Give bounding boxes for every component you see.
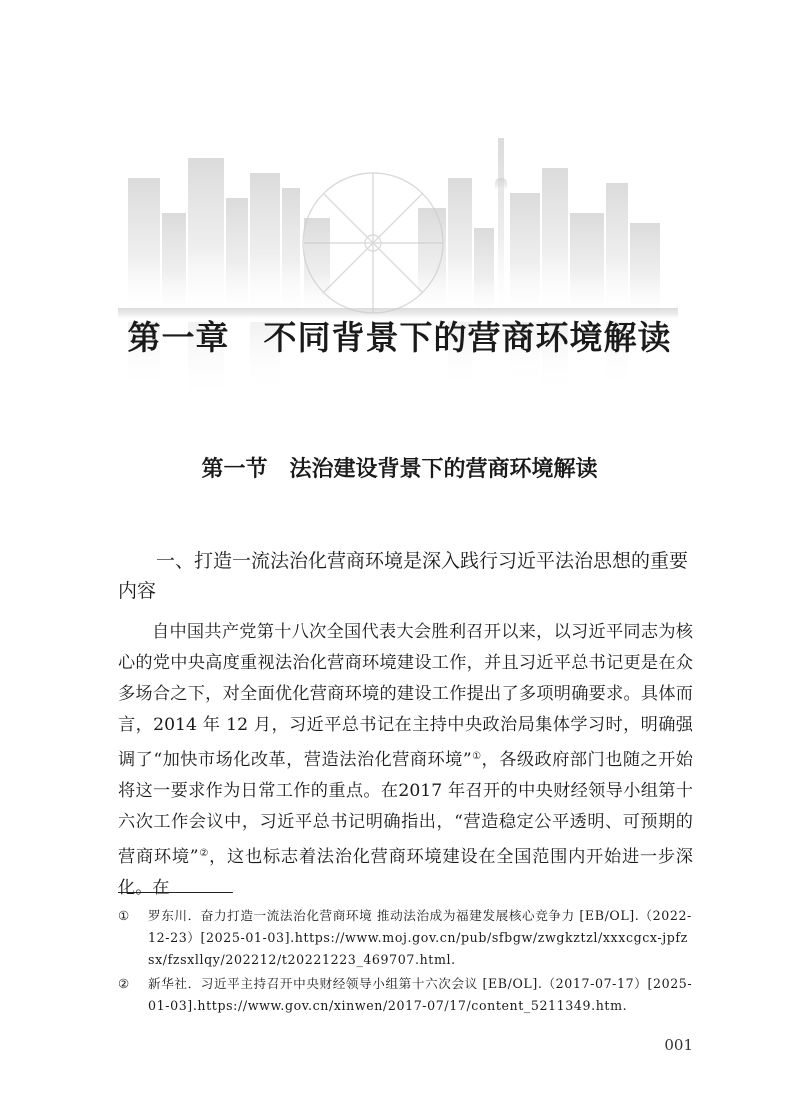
subheading: 一、打造一流法治化营商环境是深入践行习近平法治思想的重要内容 bbox=[118, 550, 689, 602]
section-title bbox=[0, 452, 799, 483]
page-number: 001 bbox=[664, 1036, 693, 1054]
body-paragraph bbox=[118, 617, 693, 904]
section-number: 第一节 bbox=[201, 456, 268, 482]
city-skyline-illustration bbox=[118, 118, 678, 418]
body-text-part-1: 自中国共产党第十八次全国代表大会胜利召开以来，以习近平同志为核心的党中央高度重视法治化营商环境建设工作，并且习近平总书记更是在众多场合之下，对全面优化营商环境的建设工作提出了多项明确要求。具体而言，2014 年 12 月，习近平总书记在主持中央政治局集体学习时，明确强调了“加快市场化改革，营造法治化营商环境” bbox=[118, 622, 693, 770]
footnote-ref-2[interactable]: ② bbox=[198, 848, 210, 859]
footnote-1 bbox=[118, 905, 693, 971]
chapter-title bbox=[0, 312, 799, 359]
chapter-number: 第一章 bbox=[127, 318, 230, 357]
footnote-2 bbox=[118, 973, 693, 1017]
chapter-title-text: 不同背景下的营商环境解读 bbox=[263, 318, 672, 357]
footnote-text: 新华社．习近平主持召开中央财经领导小组第十六次会议 [EB/OL].（2017-07-17）[2025-01-03].https://www.gov.cn/xinwen/2017-07/17/content_5211349.htm. bbox=[148, 976, 693, 1013]
footnote-ref-1[interactable]: ① bbox=[471, 751, 482, 762]
footnote-marker: ② bbox=[118, 976, 130, 991]
section-title-text: 法治建设背景下的营商环境解读 bbox=[289, 456, 598, 482]
footnote-marker: ① bbox=[118, 908, 130, 923]
footnote-text: 罗东川．奋力打造一流法治化营商环境 推动法治成为福建发展核心竞争力 [EB/OL].（2022-12-23）[2025-01-03].https://www.moj.gov.cn/pub/sfbgw/zwgkztzl/xxxcgcx-jpfzsx/fzsxllqy/202212/t20221223_469707.html. bbox=[148, 908, 692, 967]
body-text-part-3: ，这也标志着法治化营商环境建设在全国范围内开始进一步深化。在 bbox=[118, 847, 693, 898]
body-text-part-2: ，各级政府部门也随之开始将这一要求作为日常工作的重点。在2017 年召开的中央财经领导小组第十六次工作会议中，习近平总书记明确指出，“营造稳定公平透明、可预期的营商环境” bbox=[118, 750, 693, 867]
footnote-divider bbox=[118, 892, 233, 893]
